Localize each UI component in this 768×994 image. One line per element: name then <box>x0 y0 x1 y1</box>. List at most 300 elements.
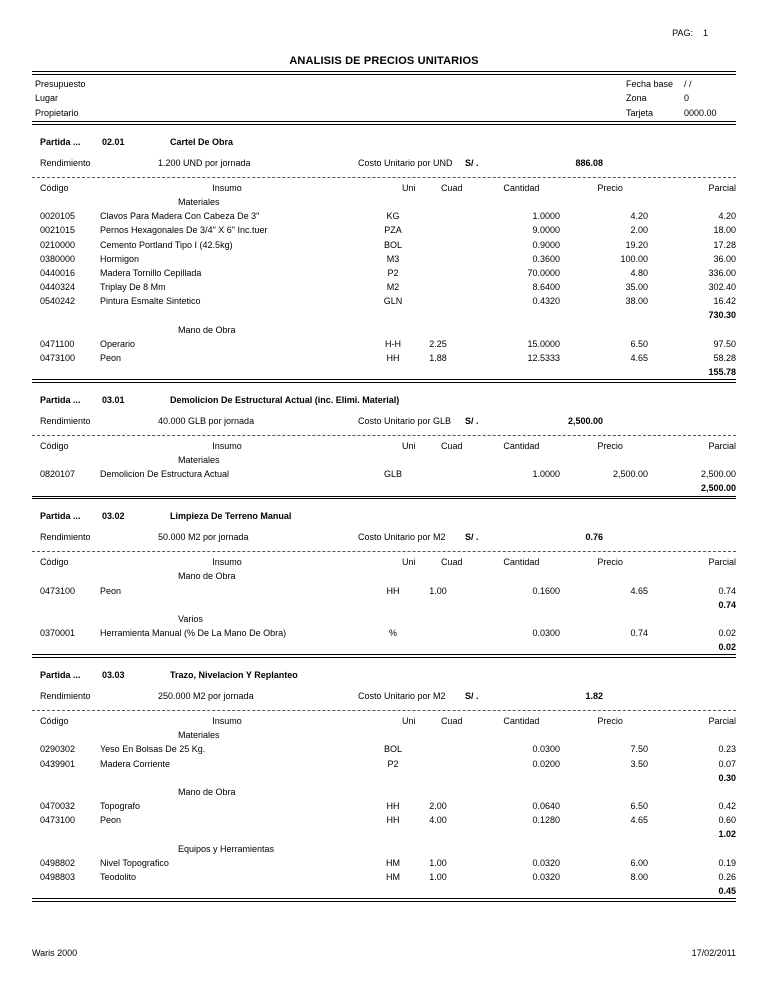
subtotal-spacer-cuad <box>414 640 462 654</box>
column-header-uni: Uni <box>402 440 416 451</box>
cell-parcial: 0.23 <box>718 744 736 755</box>
subtotal-spacer-cuad <box>414 598 462 612</box>
cell-parcial: 0.02 <box>718 628 736 639</box>
group-subtotal-row <box>32 365 736 379</box>
cell-insumo: Yeso En Bolsas De 25 Kg. <box>100 744 206 755</box>
partida-code: 03.01 <box>102 394 125 405</box>
cell-parcial: 17.28 <box>713 239 736 250</box>
cell-insumo: Cemento Portland Tipo I (42.5kg) <box>100 239 233 250</box>
cell-precio: 6.50 <box>630 801 648 812</box>
column-header-precio: Precio <box>597 715 623 726</box>
table-row <box>32 757 736 771</box>
cell-precio: 4.80 <box>630 267 648 278</box>
cell-uni: HH <box>386 801 400 812</box>
subtotal-spacer-uni <box>372 308 414 322</box>
partida-description: Cartel De Obra <box>170 136 234 147</box>
cell-parcial: 336.00 <box>708 267 736 278</box>
cell-codigo: 0439901 <box>40 758 76 769</box>
cell-cuad: 1.00 <box>429 872 447 883</box>
column-header-uni: Uni <box>402 715 416 726</box>
subtotal-spacer-cuad <box>414 884 462 898</box>
partida-description: Trazo, Nivelacion Y Replanteo <box>170 669 298 680</box>
cell-codigo: 0473100 <box>40 585 76 596</box>
table-column-headers <box>32 711 736 728</box>
column-header-insumo: Insumo <box>212 440 242 451</box>
cell-insumo: Peon <box>100 815 122 826</box>
group-label: Mano de Obra <box>178 324 236 335</box>
footer-date: 17/02/2011 <box>691 948 736 958</box>
cell-cantidad: 12.5333 <box>527 353 560 364</box>
rendimiento-value: 50.000 M2 por jornada <box>158 532 249 543</box>
cell-codigo: 0820107 <box>40 469 76 480</box>
cell-parcial: 4.20 <box>718 211 736 222</box>
cell-codigo: 0210000 <box>40 239 76 250</box>
costo-unitario-value: 886.08 <box>575 157 603 168</box>
cell-codigo: 0290302 <box>40 744 76 755</box>
cell-parcial: 0.74 <box>718 585 736 596</box>
field-fecha-base-value: / / <box>684 78 692 89</box>
cell-precio: 4.20 <box>630 211 648 222</box>
partida-separator-final <box>32 898 736 902</box>
cell-codigo: 0471100 <box>40 338 75 349</box>
group-label: Materiales <box>178 455 220 466</box>
subtotal-spacer-uni <box>372 827 414 841</box>
cell-codigo: 0440016 <box>40 267 76 278</box>
column-header-parcial: Parcial <box>708 440 736 451</box>
field-tarjeta <box>626 106 736 121</box>
column-header-codigo: Código <box>40 715 69 726</box>
table-row <box>32 252 736 266</box>
group-label: Equipos y Herramientas <box>178 843 275 854</box>
cell-codigo: 0470032 <box>40 801 76 812</box>
cell-uni: HH <box>386 585 400 596</box>
subtotal-spacer-insumo <box>100 771 372 785</box>
subtotal-spacer-insumo <box>100 598 372 612</box>
column-header-codigo: Código <box>40 182 69 193</box>
cell-parcial: 16.42 <box>713 296 736 307</box>
group-subtotal-value: 0.30 <box>718 772 736 783</box>
rendimiento-row <box>32 521 736 551</box>
subtotal-spacer-insumo <box>100 827 372 841</box>
cell-insumo: Topografo <box>100 801 141 812</box>
cell-uni: M2 <box>386 282 400 293</box>
cell-parcial: 58.28 <box>713 353 736 364</box>
table-row <box>32 742 736 756</box>
group-label: Mano de Obra <box>178 571 236 582</box>
group-subtotal-value: 730.30 <box>708 310 736 321</box>
table-row <box>32 467 736 481</box>
subtotal-spacer-cuad <box>414 827 462 841</box>
cell-cantidad: 0.9000 <box>532 239 560 250</box>
cell-cantidad: 0.1600 <box>532 585 560 596</box>
field-propietario <box>32 106 626 121</box>
subtotal-spacer-cuad <box>414 308 462 322</box>
cell-precio: 6.00 <box>630 857 648 868</box>
cell-cuad <box>414 757 462 771</box>
group-subtotal-row <box>32 481 736 495</box>
cell-uni: GLB <box>383 469 402 480</box>
table-column-headers <box>32 178 736 195</box>
subtotal-spacer-insumo <box>100 640 372 654</box>
group-label: Mano de Obra <box>178 786 236 797</box>
column-header-precio: Precio <box>597 440 623 451</box>
cell-cantidad: 0.0300 <box>532 628 560 639</box>
cell-parcial: 0.19 <box>718 857 736 868</box>
subtotal-spacer-precio <box>560 771 648 785</box>
column-header-cuad: Cuad <box>440 715 463 726</box>
cell-uni: BOL <box>383 239 402 250</box>
subtotal-spacer-cantidad <box>462 598 560 612</box>
cell-cuad: 2.25 <box>429 338 447 349</box>
cell-insumo: Herramienta Manual (% De La Mano De Obra) <box>100 628 287 639</box>
partida-block <box>32 654 736 898</box>
rendimiento-label: Rendimiento <box>40 532 91 543</box>
cell-parcial: 97.50 <box>713 338 736 349</box>
subtotal-spacer-cuad <box>414 481 462 495</box>
field-presupuesto <box>32 77 626 92</box>
cell-uni: BOL <box>383 744 402 755</box>
cell-cantidad: 0.3600 <box>532 253 560 264</box>
cell-parcial: 0.26 <box>718 872 736 883</box>
cell-insumo: Pintura Esmalte Sintetico <box>100 296 201 307</box>
subtotal-spacer-cuad <box>414 365 462 379</box>
field-zona-value: 0 <box>684 93 690 104</box>
rendimiento-label: Rendimiento <box>40 157 91 168</box>
column-header-parcial: Parcial <box>708 182 736 193</box>
field-propietario-label: Propietario <box>35 107 79 118</box>
costo-unitario-label: Costo Unitario por UND <box>358 157 453 168</box>
footer-app-name: Waris 2000 <box>32 948 78 958</box>
cell-cuad <box>414 252 462 266</box>
partida-block <box>32 496 736 655</box>
cell-codigo: 0440324 <box>40 282 76 293</box>
subtotal-spacer-cantidad <box>462 365 560 379</box>
partida-header <box>32 125 736 147</box>
cell-uni: HM <box>386 857 400 868</box>
costo-unitario-label: Costo Unitario por M2 <box>358 690 446 701</box>
cell-insumo: Demolicion De Estructura Actual <box>100 469 230 480</box>
subtotal-spacer-cantidad <box>462 640 560 654</box>
cell-cuad: 1.00 <box>429 857 447 868</box>
subtotal-spacer-codigo <box>32 598 100 612</box>
field-presupuesto-label: Presupuesto <box>35 78 86 89</box>
cell-codigo: 0020105 <box>40 211 76 222</box>
subtotal-spacer-insumo <box>100 308 372 322</box>
cell-parcial: 36.00 <box>713 253 736 264</box>
cell-cantidad: 0.4320 <box>532 296 560 307</box>
subtotal-spacer-cantidad <box>462 771 560 785</box>
field-fecha-base-label: Fecha base <box>626 78 674 89</box>
subtotal-spacer-codigo <box>32 827 100 841</box>
cell-parcial: 0.60 <box>718 815 736 826</box>
cell-cuad: 4.00 <box>429 815 447 826</box>
partidas-list <box>32 125 736 902</box>
cell-codigo: 0498802 <box>40 857 76 868</box>
group-subtotal-row <box>32 827 736 841</box>
partida-code: 03.02 <box>102 511 125 522</box>
subtotal-spacer-codigo <box>32 365 100 379</box>
group-subtotal-row <box>32 884 736 898</box>
subtotal-spacer-uni <box>372 598 414 612</box>
partida-code: 03.03 <box>102 669 125 680</box>
subtotal-spacer-codigo <box>32 481 100 495</box>
cell-insumo: Peon <box>100 353 122 364</box>
cell-codigo: 0498803 <box>40 872 76 883</box>
column-header-insumo: Insumo <box>212 182 242 193</box>
rendimiento-label: Rendimiento <box>40 690 91 701</box>
cell-uni: % <box>388 628 397 639</box>
header-left-fields <box>32 77 626 121</box>
currency-symbol: S/ . <box>465 532 479 543</box>
cell-precio: 6.50 <box>630 338 648 349</box>
partida-header <box>32 499 736 521</box>
field-lugar <box>32 91 626 106</box>
cell-uni: P2 <box>387 267 399 278</box>
field-zona-label: Zona <box>626 93 647 104</box>
cell-uni: KG <box>386 211 400 222</box>
cell-insumo: Triplay De 8 Mm <box>100 282 166 293</box>
cell-precio: 4.65 <box>630 353 648 364</box>
cell-uni: HH <box>386 815 400 826</box>
column-header-insumo: Insumo <box>212 557 242 568</box>
subtotal-spacer-insumo <box>100 365 372 379</box>
cell-precio: 4.65 <box>630 815 648 826</box>
table-row <box>32 584 736 598</box>
costo-unitario-value: 0.76 <box>585 532 603 543</box>
header-right-fields <box>626 77 736 121</box>
subtotal-spacer-precio <box>560 365 648 379</box>
pagination-label: PAG: <box>672 28 693 38</box>
table-row <box>32 266 736 280</box>
currency-symbol: S/ . <box>465 690 479 701</box>
header-info-box <box>32 71 736 125</box>
cell-parcial: 302.40 <box>708 282 736 293</box>
table-row <box>32 856 736 870</box>
table-row <box>32 626 736 640</box>
group-subtotal-row <box>32 308 736 322</box>
cell-insumo: Hormigon <box>100 253 140 264</box>
pagination <box>32 0 736 38</box>
cell-cuad <box>414 294 462 308</box>
cell-cuad <box>414 742 462 756</box>
cell-cuad <box>414 280 462 294</box>
partida-label: Partida ... <box>40 511 81 522</box>
cell-cuad: 2.00 <box>429 801 447 812</box>
cell-codigo: 0473100 <box>40 353 76 364</box>
field-tarjeta-value: 0000.00 <box>684 107 717 118</box>
cell-precio: 0.74 <box>630 628 648 639</box>
pagination-value: 1 <box>702 28 708 38</box>
subtotal-spacer-uni <box>372 640 414 654</box>
cell-cuad <box>414 467 462 481</box>
cell-insumo: Operario <box>100 338 136 349</box>
costo-unitario-label: Costo Unitario por M2 <box>358 532 446 543</box>
column-header-precio: Precio <box>597 182 623 193</box>
rendimiento-value: 40.000 GLB por jornada <box>158 415 255 426</box>
cell-parcial: 0.42 <box>718 801 736 812</box>
subtotal-spacer-cantidad <box>462 308 560 322</box>
subtotal-spacer-uni <box>372 481 414 495</box>
column-header-parcial: Parcial <box>708 557 736 568</box>
cell-insumo: Peon <box>100 585 122 596</box>
group-subtotal-value: 1.02 <box>718 829 736 840</box>
group-subtotal-value: 0.02 <box>718 642 736 653</box>
cell-parcial: 18.00 <box>713 225 736 236</box>
cell-precio: 7.50 <box>630 744 648 755</box>
cell-uni: GLN <box>383 296 403 307</box>
rendimiento-row <box>32 405 736 435</box>
partida-description: Limpieza De Terreno Manual <box>170 511 292 522</box>
column-header-codigo: Código <box>40 557 69 568</box>
cell-cuad <box>414 238 462 252</box>
subtotal-spacer-insumo <box>100 884 372 898</box>
cell-uni: PZA <box>384 225 402 236</box>
cell-codigo: 0540242 <box>40 296 76 307</box>
cell-insumo: Clavos Para Madera Con Cabeza De 3" <box>100 211 260 222</box>
field-tarjeta-label: Tarjeta <box>626 107 654 118</box>
cell-precio: 38.00 <box>625 296 648 307</box>
subtotal-spacer-cantidad <box>462 827 560 841</box>
table-column-headers <box>32 552 736 569</box>
subtotal-spacer-precio <box>560 884 648 898</box>
column-header-cuad: Cuad <box>440 440 463 451</box>
partida-code: 02.01 <box>102 136 125 147</box>
costo-unitario-label: Costo Unitario por GLB <box>358 415 452 426</box>
cell-cuad <box>414 209 462 223</box>
cell-parcial: 2,500.00 <box>700 469 736 480</box>
cell-insumo: Nivel Topografico <box>100 857 169 868</box>
cell-insumo: Madera Tornillo Cepillada <box>100 267 202 278</box>
cell-cuad: 1.88 <box>429 353 447 364</box>
cell-cuad <box>414 223 462 237</box>
group-subtotal-row <box>32 598 736 612</box>
subtotal-spacer-uni <box>372 884 414 898</box>
column-header-cuad: Cuad <box>440 557 463 568</box>
subtotal-spacer-precio <box>560 640 648 654</box>
cell-cantidad: 1.0000 <box>532 469 560 480</box>
column-header-uni: Uni <box>402 182 416 193</box>
partida-label: Partida ... <box>40 136 81 147</box>
cell-codigo: 0370001 <box>40 628 76 639</box>
cell-codigo: 0380000 <box>40 253 76 264</box>
cell-uni: M3 <box>386 253 400 264</box>
cell-uni: HH <box>386 353 400 364</box>
cell-uni: HM <box>386 872 400 883</box>
subtotal-spacer-precio <box>560 481 648 495</box>
partida-header <box>32 383 736 405</box>
column-header-uni: Uni <box>402 557 416 568</box>
partida-label: Partida ... <box>40 669 81 680</box>
cell-codigo: 0473100 <box>40 815 76 826</box>
cell-cantidad: 0.0640 <box>532 801 560 812</box>
rendimiento-value: 250.000 M2 por jornada <box>158 690 254 701</box>
field-lugar-label: Lugar <box>35 93 59 104</box>
group-subtotal-row <box>32 640 736 654</box>
cell-precio: 8.00 <box>630 872 648 883</box>
group-subtotal-row <box>32 771 736 785</box>
column-header-codigo: Código <box>40 440 69 451</box>
subtotal-spacer-codigo <box>32 308 100 322</box>
group-label: Varios <box>178 613 203 624</box>
table-row <box>32 799 736 813</box>
subtotal-spacer-codigo <box>32 640 100 654</box>
column-header-precio: Precio <box>597 557 623 568</box>
table-row <box>32 294 736 308</box>
group-label: Materiales <box>178 730 220 741</box>
column-header-cuad: Cuad <box>440 182 463 193</box>
cell-cuad <box>414 266 462 280</box>
group-subtotal-value: 0.74 <box>718 599 736 610</box>
cell-cantidad: 70.0000 <box>527 267 560 278</box>
partida-label: Partida ... <box>40 394 81 405</box>
cell-cantidad: 0.0320 <box>532 857 560 868</box>
column-header-cantidad: Cantidad <box>503 182 540 193</box>
cell-insumo: Teodolito <box>100 872 137 883</box>
subtotal-spacer-cuad <box>414 771 462 785</box>
subtotal-spacer-precio <box>560 308 648 322</box>
column-header-cantidad: Cantidad <box>503 440 540 451</box>
cell-precio: 2,500.00 <box>612 469 648 480</box>
group-subtotal-value: 0.45 <box>718 886 736 897</box>
cell-cantidad: 0.0200 <box>532 758 560 769</box>
rendimiento-value: 1.200 UND por jornada <box>158 157 251 168</box>
cell-codigo: 0021015 <box>40 225 76 236</box>
subtotal-spacer-uni <box>372 771 414 785</box>
column-header-cantidad: Cantidad <box>503 715 540 726</box>
subtotal-spacer-cantidad <box>462 481 560 495</box>
costo-unitario-value: 1.82 <box>585 690 603 701</box>
cell-cuad: 1.00 <box>429 585 447 596</box>
cell-cantidad: 8.6400 <box>532 282 560 293</box>
rendimiento-label: Rendimiento <box>40 415 91 426</box>
cell-uni: H-H <box>385 338 401 349</box>
column-header-insumo: Insumo <box>212 715 242 726</box>
column-header-parcial: Parcial <box>708 715 736 726</box>
partida-block <box>32 379 736 495</box>
cell-cantidad: 1.0000 <box>532 211 560 222</box>
table-row <box>32 223 736 237</box>
subtotal-spacer-codigo <box>32 771 100 785</box>
cell-precio: 3.50 <box>630 758 648 769</box>
field-fecha-base <box>626 77 736 92</box>
subtotal-spacer-uni <box>372 365 414 379</box>
cell-cantidad: 0.0300 <box>532 744 560 755</box>
table-row <box>32 280 736 294</box>
cell-precio: 35.00 <box>625 282 648 293</box>
currency-symbol: S/ . <box>465 415 479 426</box>
page-title: ANALISIS DE PRECIOS UNITARIOS <box>289 55 479 67</box>
cell-cantidad: 9.0000 <box>532 225 560 236</box>
group-label: Materiales <box>178 196 220 207</box>
table-row <box>32 337 736 351</box>
cell-precio: 19.20 <box>625 239 648 250</box>
cell-insumo: Pernos Hexagonales De 3/4" X 6" Inc.tuer <box>100 225 268 236</box>
table-row <box>32 813 736 827</box>
currency-symbol: S/ . <box>465 157 479 168</box>
table-row <box>32 209 736 223</box>
field-zona <box>626 91 736 106</box>
page-footer <box>32 948 736 958</box>
rendimiento-row <box>32 147 736 177</box>
table-row <box>32 870 736 884</box>
subtotal-spacer-precio <box>560 827 648 841</box>
cell-uni: P2 <box>387 758 399 769</box>
subtotal-spacer-cantidad <box>462 884 560 898</box>
partida-block <box>32 125 736 380</box>
group-subtotal-value: 155.78 <box>708 367 736 378</box>
cell-cuad <box>414 626 462 640</box>
partida-description: Demolicion De Estructural Actual (inc. Elimi. Material) <box>170 394 400 405</box>
